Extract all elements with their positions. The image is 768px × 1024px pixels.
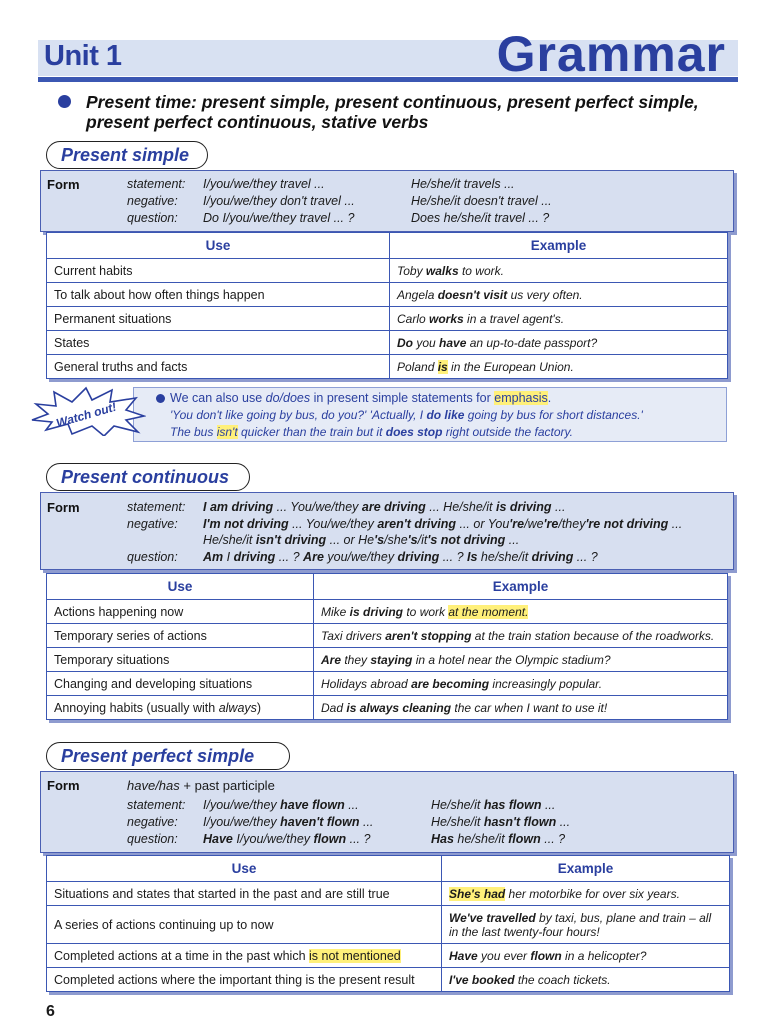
- table-row: [47, 648, 728, 672]
- form-row-label: question:: [127, 211, 178, 225]
- form-row-label: negative:: [127, 815, 178, 829]
- table-row: [47, 355, 728, 379]
- example-cell: Toby walks to work.: [390, 259, 728, 283]
- form-row-label: statement:: [127, 798, 186, 812]
- form-text: Do I/you/we/they travel ... ?: [203, 211, 355, 225]
- table-row: [47, 259, 728, 283]
- form-label: Form: [47, 778, 80, 793]
- table-row: [47, 906, 730, 944]
- form-row-label: statement:: [127, 177, 186, 191]
- use-cell: Current habits: [47, 259, 390, 283]
- use-cell: Temporary situations: [47, 648, 314, 672]
- form-text: I/you/we/they travel ...: [203, 177, 325, 191]
- example-header: Example: [390, 233, 728, 259]
- example-cell: Poland is in the European Union.: [390, 355, 728, 379]
- form-rule: have/has + past participle: [127, 778, 275, 793]
- example-header: Example: [442, 856, 730, 882]
- page-title: Grammar: [496, 26, 726, 82]
- example-cell: Are they staying in a hotel near the Olympic stadium?: [314, 648, 728, 672]
- use-cell: Permanent situations: [47, 307, 390, 331]
- example-cell: We've travelled by taxi, bus, plane and train – all in the last twenty-four hours!: [442, 906, 730, 944]
- watch-out-text: We can also use do/does in present simple statements for emphasis. 'You don't like going by bus, do you?' 'Actually, I do like going by bus for short distances.' The bus isn't quicker than the train but it does stop right outside the factory.: [170, 391, 643, 439]
- form-row-label: negative:: [127, 194, 178, 208]
- form-text: Am I driving ... ? Are you/we/they driving ... ? Is he/she/it driving ... ?: [203, 550, 598, 564]
- use-cell: Completed actions at a time in the past which is not mentioned: [47, 944, 442, 968]
- example-cell: Mike is driving to work at the moment.: [314, 600, 728, 624]
- present-continuous-form-box: [40, 492, 734, 570]
- table-row: [47, 624, 728, 648]
- form-text: I/you/we/they have flown ...: [203, 798, 359, 812]
- section-title-present-simple: Present simple: [46, 141, 208, 169]
- form-text: Have I/you/we/they flown ... ?: [203, 832, 371, 846]
- use-cell: Changing and developing situations: [47, 672, 314, 696]
- example-cell: Do you have an up-to-date passport?: [390, 331, 728, 355]
- form-row-label: question:: [127, 550, 178, 564]
- present-perfect-table: [46, 855, 730, 992]
- bullet-icon: [58, 95, 71, 108]
- example-cell: She's had her motorbike for over six years.: [442, 882, 730, 906]
- form-text: I/you/we/they haven't flown ...: [203, 815, 374, 829]
- table-row: [47, 307, 728, 331]
- table-row: [47, 944, 730, 968]
- example-cell: Taxi drivers aren't stopping at the train station because of the roadworks.: [314, 624, 728, 648]
- form-row-label: statement:: [127, 500, 186, 514]
- example-header: Example: [314, 574, 728, 600]
- form-row-label: negative:: [127, 517, 178, 531]
- use-cell: Temporary series of actions: [47, 624, 314, 648]
- example-cell: Angela doesn't visit us very often.: [390, 283, 728, 307]
- form-text: I'm not driving ... You/we/they aren't driving ... or You're/we're/they're not driving ...: [203, 517, 683, 531]
- use-header: Use: [47, 233, 390, 259]
- watch-out-label: Watch out!: [54, 399, 118, 431]
- bullet-icon: [156, 394, 165, 403]
- table-row: [47, 331, 728, 355]
- form-text: Has he/she/it flown ... ?: [431, 832, 566, 846]
- form-label: Form: [47, 177, 80, 192]
- form-text: He/she/it travels ...: [411, 177, 515, 191]
- use-cell: A series of actions continuing up to now: [47, 906, 442, 944]
- use-cell: Situations and states that started in the past and are still true: [47, 882, 442, 906]
- example-cell: Have you ever flown in a helicopter?: [442, 944, 730, 968]
- intro-heading: Present time: present simple, present continuous, present perfect simple, present perfect continuous, stative verbs: [86, 92, 699, 132]
- use-header: Use: [47, 856, 442, 882]
- use-cell: Annoying habits (usually with always): [47, 696, 314, 720]
- form-row-label: question:: [127, 832, 178, 846]
- present-perfect-form-box: [40, 771, 734, 853]
- use-header: Use: [47, 574, 314, 600]
- table-row: [47, 283, 728, 307]
- use-cell: To talk about how often things happen: [47, 283, 390, 307]
- example-cell: Carlo works in a travel agent's.: [390, 307, 728, 331]
- use-cell: Completed actions where the important thing is the present result: [47, 968, 442, 992]
- unit-title: Unit 1: [44, 40, 122, 72]
- form-text: He/she/it hasn't flown ...: [431, 815, 571, 829]
- present-continuous-table: [46, 573, 728, 720]
- watch-out-badge-icon: [26, 386, 146, 436]
- example-cell: I've booked the coach tickets.: [442, 968, 730, 992]
- form-text: I am driving ... You/we/they are driving ... He/she/it is driving ...: [203, 500, 566, 514]
- use-cell: Actions happening now: [47, 600, 314, 624]
- form-text: He/she/it isn't driving ... or He's/she's/it's not driving ...: [203, 533, 520, 547]
- present-simple-form-box: [40, 170, 734, 232]
- use-cell: General truths and facts: [47, 355, 390, 379]
- form-text: Does he/she/it travel ... ?: [411, 211, 550, 225]
- example-cell: Holidays abroad are becoming increasingly popular.: [314, 672, 728, 696]
- table-row: [47, 672, 728, 696]
- form-text: He/she/it has flown ...: [431, 798, 556, 812]
- form-text: He/she/it doesn't travel ...: [411, 194, 552, 208]
- use-cell: States: [47, 331, 390, 355]
- section-title-present-continuous: Present continuous: [46, 463, 250, 491]
- present-simple-table: [46, 232, 728, 379]
- table-row: [47, 882, 730, 906]
- section-title-present-perfect: Present perfect simple: [46, 742, 290, 770]
- table-row: [47, 696, 728, 720]
- page-number: 6: [46, 1003, 55, 1020]
- form-text: I/you/we/they don't travel ...: [203, 194, 355, 208]
- table-row: [47, 968, 730, 992]
- example-cell: Dad is always cleaning the car when I want to use it!: [314, 696, 728, 720]
- table-row: [47, 600, 728, 624]
- form-label: Form: [47, 500, 80, 515]
